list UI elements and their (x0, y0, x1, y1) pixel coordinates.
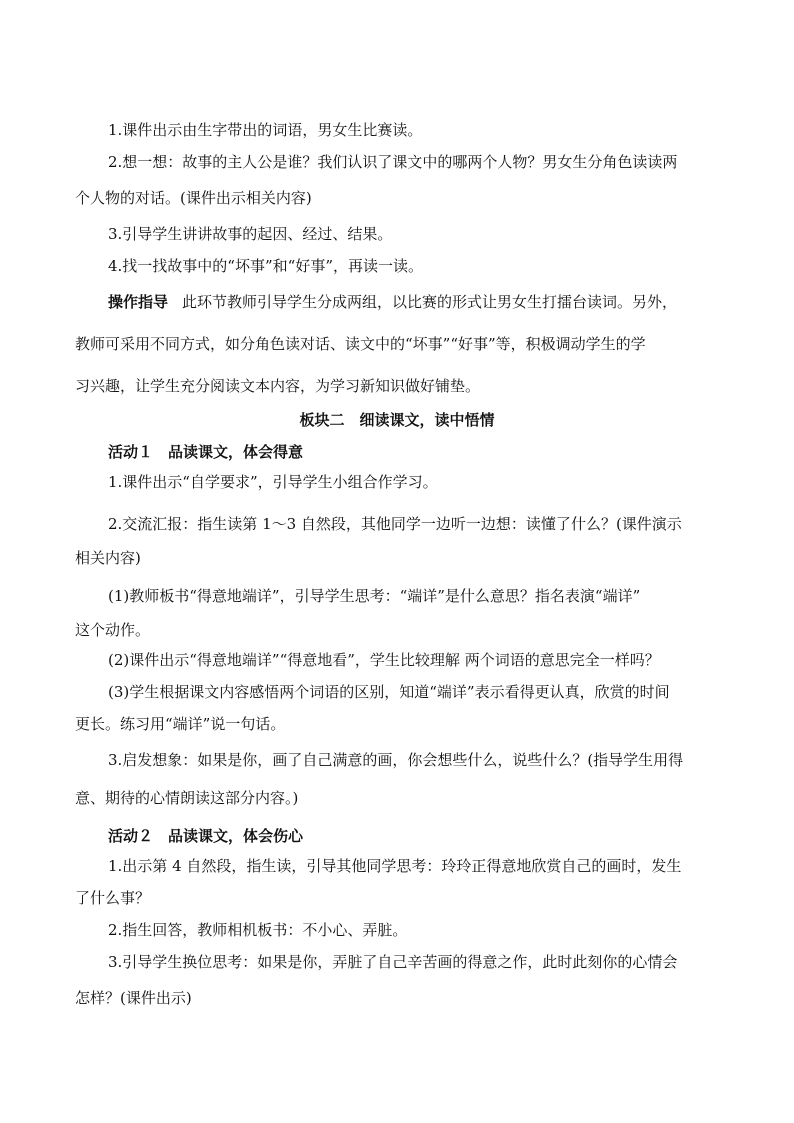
activity-1-item-1: 1.课件出示“自学要求”，引导学生小组合作学习。 (108, 473, 438, 491)
activity-2-title: 活动２ 品读课文，体会伤心 (108, 827, 304, 845)
paragraph-item-2-line1: 2.想一想：故事的主人公是谁？我们认识了课文中的哪两个人物？男女生分角色读读两 (108, 153, 678, 171)
activity-1-sub-1-line1: (1)教师板书“得意地端详”，引导学生思考：“端详”是什么意思？指名表演“端详” (108, 587, 641, 605)
activity-1-sub-2: (2)课件出示“得意地端详”“得意地看”，学生比较理解 两个词语的意思完全一样吗？ (108, 651, 660, 669)
guide-line1 (108, 292, 677, 312)
paragraph-item-2-line2: 个人物的对话。(课件出示相关内容) (75, 189, 312, 207)
activity-2-item-1-line1: 1.出示第 4 自然段，指生读，引导其他同学思考：玲玲正得意地欣赏自己的画时，发生 (108, 857, 682, 875)
guide-line3: 习兴趣，让学生充分阅读文本内容，为学习新知识做好铺垫。 (75, 377, 481, 395)
activity-1-sub-3-line2: 更长。练习用“端详”说一句话。 (75, 715, 286, 733)
guide-label: 操作指导 (108, 293, 169, 311)
activity-1-item-3-line1: 3.启发想象：如果是你，画了自己满意的画，你会想些什么，说些什么？(指导学生用得 (108, 751, 684, 769)
paragraph-item-3: 3.引导学生讲讲故事的起因、经过、结果。 (108, 225, 393, 243)
activity-1-item-2-line2: 相关内容) (75, 549, 141, 567)
activity-1-item-3-line2: 意、期待的心情朗读这部分内容。) (75, 789, 299, 807)
activity-1-title: 活动１ 品读课文，体会得意 (108, 443, 304, 461)
section-title: 板块二 细读课文，读中悟情 (299, 411, 495, 429)
activity-2-item-1-line2: 了什么事？ (75, 889, 151, 907)
activity-1-sub-3-line1: (3)学生根据课文内容感悟两个词语的区别，知道“端详”表示看得更认真，欣赏的时间 (108, 683, 670, 701)
paragraph-item-4: 4.找一找故事中的“坏事”和“好事”，再读一读。 (108, 257, 423, 275)
guide-line2: 教师可采用不同方式，如分角色读对话、读文中的“坏事”“好事”等，积极调动学生的学 (75, 335, 646, 353)
guide-text-line1: 此环节教师引导学生分成两组，以比赛的形式让男女生打擂台读词。另外， (182, 293, 678, 311)
activity-1-sub-1-line2: 这个动作。 (75, 621, 151, 639)
activity-2-item-3-line2: 怎样？(课件出示) (75, 989, 192, 1007)
paragraph-item-1: 1.课件出示由生字带出的词语，男女生比赛读。 (108, 121, 423, 139)
activity-1-item-2-line1: 2.交流汇报：指生读第 1～3 自然段，其他同学一边听一边想：读懂了什么？(课件演示 (108, 515, 682, 533)
activity-2-item-2: 2.指生回答，教师相机板书：不小心、弄脏。 (108, 921, 408, 939)
activity-2-item-3-line1: 3.引导学生换位思考：如果是你，弄脏了自己辛苦画的得意之作，此时此刻你的心情会 (108, 953, 678, 971)
